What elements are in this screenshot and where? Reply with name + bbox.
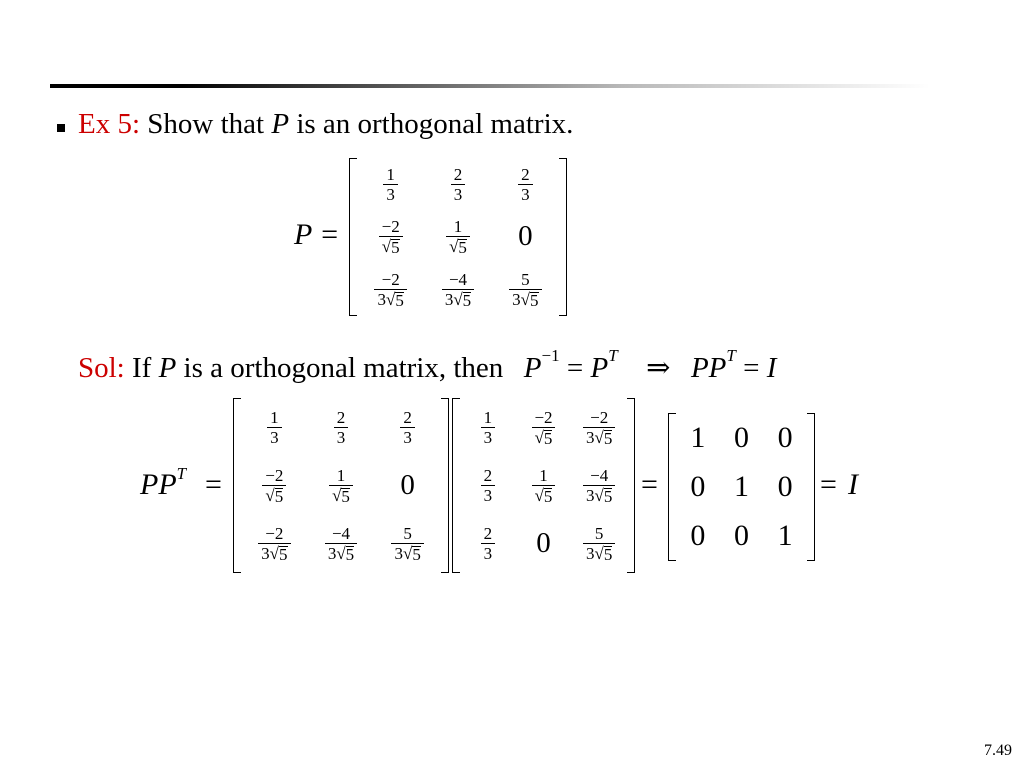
matrix-cell (571, 398, 627, 456)
matrix-cell (308, 398, 375, 456)
fraction-numerator: 1 (453, 217, 463, 237)
denominator-coefficient: 3 (327, 544, 337, 564)
radical-sign: √ (594, 485, 604, 505)
fraction (481, 466, 496, 505)
matrix-cell (241, 398, 308, 456)
fraction-numerator: 5 (521, 270, 530, 290)
radical-sign: √ (381, 237, 392, 257)
fraction (325, 524, 357, 563)
bullet-icon (57, 124, 65, 132)
fraction-denominator (446, 236, 470, 256)
matrix-cell (357, 211, 424, 264)
equals-sign-4: = (641, 468, 658, 501)
fraction-denominator (583, 485, 615, 505)
fraction-denominator (391, 543, 423, 563)
statement-var: P (271, 108, 290, 140)
equals-sign: = (566, 352, 584, 384)
matrix-p (349, 158, 567, 316)
bracket-left (349, 158, 357, 316)
matrix-cell (374, 515, 441, 573)
square-root (594, 486, 612, 505)
radical-sign: √ (385, 290, 396, 310)
fraction (374, 270, 406, 309)
matrix-cell (492, 263, 559, 316)
square-root (594, 544, 612, 563)
square-root (453, 290, 471, 309)
product-base: PP (690, 352, 727, 384)
fraction-numerator: 2 (403, 407, 412, 427)
product-label: $PP^T$ (140, 464, 187, 501)
fraction-numerator: 2 (483, 465, 493, 485)
radicand: 5 (603, 486, 613, 506)
square-root (270, 544, 288, 563)
matrix-entry: 0 (690, 519, 706, 553)
product-exponent: T (726, 346, 736, 365)
fraction-denominator: 3 (451, 184, 466, 204)
matrix-cell (720, 462, 764, 511)
fraction-numerator: 5 (403, 524, 412, 544)
radicand: 5 (603, 428, 613, 448)
fraction (583, 524, 615, 563)
square-root (386, 290, 404, 309)
fraction-numerator: 2 (453, 164, 463, 184)
radical-sign: √ (332, 485, 342, 505)
matrix-cell (763, 413, 807, 462)
radicand: 5 (274, 486, 284, 506)
matrix-cell (720, 512, 764, 561)
radicand: 5 (543, 486, 553, 506)
fraction (451, 165, 466, 204)
fraction (258, 524, 290, 563)
fraction-denominator (374, 289, 406, 309)
square-root (336, 544, 354, 563)
matrix-entry: 0 (536, 527, 551, 560)
matrix-p-label: P = (294, 218, 340, 251)
solution-line (78, 346, 777, 385)
fraction-numerator: −2 (534, 407, 553, 427)
fraction-numerator: 1 (483, 407, 493, 427)
denominator-coefficient: 3 (585, 485, 595, 505)
radicand: 5 (543, 428, 553, 448)
matrix-cell (308, 456, 375, 514)
fraction-denominator (379, 236, 403, 256)
fraction (262, 466, 286, 505)
matrix-cell (241, 515, 308, 573)
page-number: 7.49 (984, 742, 1012, 759)
square-root (521, 290, 539, 309)
matrix-cell (763, 462, 807, 511)
square-root (403, 544, 421, 563)
bracket-left (233, 398, 241, 573)
fraction (583, 466, 615, 505)
bracket-left (452, 398, 460, 573)
fraction-denominator: 3 (481, 427, 496, 447)
matrix-cell (460, 398, 516, 456)
matrix-entry: 0 (733, 519, 749, 553)
fraction-denominator (258, 543, 290, 563)
bracket-right (627, 398, 635, 573)
fraction-numerator: 2 (336, 407, 346, 427)
matrix-cell (424, 263, 491, 316)
fraction-denominator: 3 (267, 427, 282, 447)
solution-text-post: is a orthogonal matrix, then (183, 352, 504, 384)
matrix-entry: 1 (733, 469, 749, 503)
matrix-cell (374, 398, 441, 456)
matrix-pt (452, 398, 635, 573)
fraction (509, 270, 541, 309)
equals-sign-3: = (205, 468, 222, 501)
bracket-right (559, 158, 567, 316)
matrix-cell (241, 456, 308, 514)
matrix-cell (357, 158, 424, 211)
denominator-coefficient: 3 (585, 427, 595, 447)
radicand: 5 (462, 291, 472, 311)
matrix-entry: 0 (518, 220, 533, 253)
inverse-lhs: P (523, 352, 542, 384)
fraction-denominator: 3 (481, 543, 496, 563)
fraction-denominator: 3 (400, 427, 415, 447)
implies-symbol: ⇒ (646, 352, 671, 384)
bracket-left (668, 413, 676, 561)
identity-symbol: I (766, 352, 777, 384)
denominator-coefficient: 3 (444, 290, 454, 310)
matrix-cell (460, 515, 516, 573)
matrix-entry: 0 (690, 469, 706, 503)
square-root (535, 486, 553, 505)
radicand: 5 (412, 545, 421, 565)
example-label: Ex 5: (78, 108, 141, 140)
identity-label: I (848, 468, 858, 501)
fraction-numerator: −2 (381, 217, 400, 237)
fraction-numerator: −4 (448, 270, 468, 290)
statement-pre: Show that (147, 108, 265, 140)
matrix-cell (424, 211, 491, 264)
fraction-denominator: 3 (383, 184, 398, 204)
radicand: 5 (395, 291, 404, 311)
fraction-numerator: 2 (521, 164, 530, 184)
fraction (532, 466, 556, 505)
fraction-numerator: −4 (331, 524, 351, 544)
radicand: 5 (391, 238, 400, 258)
matrix-pt-grid (460, 398, 627, 573)
radicand: 5 (530, 291, 539, 311)
radical-sign: √ (534, 427, 544, 447)
statement-post: is an orthogonal matrix. (296, 108, 574, 140)
fraction-denominator: 3 (518, 184, 533, 204)
fraction-denominator: 3 (481, 485, 496, 505)
square-root (265, 486, 283, 505)
fraction-numerator: −2 (265, 524, 284, 544)
fraction (531, 408, 555, 447)
matrix-p-grid (357, 158, 559, 316)
matrix-entry: 0 (777, 469, 793, 503)
fraction (267, 408, 282, 447)
fraction-numerator: −4 (590, 465, 609, 485)
fraction (446, 217, 470, 256)
inverse-exponent: −1 (541, 346, 560, 365)
denominator-coefficient: 3 (585, 544, 595, 564)
radical-sign: √ (265, 485, 275, 505)
header-rule (50, 84, 930, 88)
matrix-entry: 0 (733, 420, 749, 454)
fraction (400, 408, 415, 447)
matrix-entry: 1 (777, 519, 793, 553)
denominator-coefficient: 3 (394, 544, 403, 564)
radical-sign: √ (534, 485, 544, 505)
matrix-cell (763, 512, 807, 561)
fraction (379, 217, 403, 256)
radicand: 5 (603, 545, 613, 565)
fraction-denominator (583, 543, 615, 563)
matrix-cell (720, 413, 764, 462)
matrix-entry: 0 (777, 420, 793, 454)
matrix-cell (357, 263, 424, 316)
matrix-cell (571, 515, 627, 573)
matrix-entry: 0 (400, 468, 415, 501)
matrix-identity (668, 413, 815, 561)
matrix-cell (424, 158, 491, 211)
matrix-cell (571, 456, 627, 514)
fraction-numerator: 5 (594, 524, 604, 544)
fraction-denominator (329, 485, 353, 505)
fraction-denominator (583, 427, 615, 447)
fraction-numerator: 2 (483, 524, 493, 544)
radicand: 5 (279, 545, 288, 565)
denominator-coefficient: 3 (512, 290, 521, 310)
matrix-identity-grid (676, 413, 807, 561)
denominator-coefficient: 3 (261, 544, 270, 564)
solution-var: P (158, 352, 177, 384)
fraction (329, 466, 353, 505)
square-root (332, 486, 350, 505)
bracket-right (441, 398, 449, 573)
radicand: 5 (345, 545, 355, 565)
fraction-numerator: 1 (270, 407, 279, 427)
square-root (594, 428, 612, 447)
radical-sign: √ (269, 544, 279, 564)
matrix-cell (308, 515, 375, 573)
fraction (334, 408, 349, 447)
equals-sign-2: = (743, 352, 760, 384)
matrix-cell (676, 413, 720, 462)
equals-sign-5: = (820, 468, 837, 501)
solution-label: Sol: (78, 352, 125, 384)
radical-sign: √ (594, 544, 604, 564)
matrix-cell (516, 515, 572, 573)
transpose-exponent: T (608, 346, 618, 365)
fraction-numerator: −2 (265, 465, 284, 485)
radicand: 5 (458, 238, 467, 258)
solution-text-pre: If (132, 352, 152, 384)
matrix-cell (460, 456, 516, 514)
radical-sign: √ (336, 544, 346, 564)
fraction-numerator: 1 (386, 164, 395, 184)
matrix-cell (492, 211, 559, 264)
matrix-cell (516, 398, 572, 456)
fraction-numerator: −2 (590, 407, 609, 427)
fraction-numerator: 1 (336, 465, 346, 485)
square-root (535, 428, 553, 447)
fraction (583, 408, 615, 447)
radical-sign: √ (453, 290, 463, 310)
matrix-p-left (233, 398, 449, 573)
fraction (442, 270, 474, 309)
matrix-p-left-grid (241, 398, 441, 573)
matrix-cell (676, 512, 720, 561)
square-root (449, 237, 467, 256)
fraction-denominator (325, 543, 357, 563)
square-root (382, 237, 400, 256)
fraction-denominator (509, 289, 541, 309)
fraction-numerator: −2 (381, 270, 400, 290)
fraction-denominator (442, 289, 474, 309)
radical-sign: √ (402, 544, 413, 564)
matrix-cell (374, 456, 441, 514)
fraction-denominator (532, 427, 556, 447)
radicand: 5 (341, 486, 350, 506)
fraction (481, 524, 496, 563)
fraction (518, 165, 533, 204)
matrix-cell (676, 462, 720, 511)
transpose-base: P (590, 352, 609, 384)
radical-sign: √ (449, 237, 459, 257)
fraction-denominator (532, 485, 556, 505)
fraction-denominator (262, 485, 286, 505)
fraction-denominator: 3 (334, 427, 349, 447)
matrix-cell (516, 456, 572, 514)
denominator-coefficient: 3 (377, 290, 386, 310)
bracket-right (807, 413, 815, 561)
fraction-numerator: 1 (539, 465, 548, 485)
fraction (391, 524, 423, 563)
example-heading (78, 108, 573, 141)
fraction (481, 408, 496, 447)
matrix-cell (492, 158, 559, 211)
radical-sign: √ (520, 290, 530, 310)
matrix-entry: 1 (690, 420, 706, 454)
radical-sign: √ (594, 427, 604, 447)
fraction (383, 165, 398, 204)
